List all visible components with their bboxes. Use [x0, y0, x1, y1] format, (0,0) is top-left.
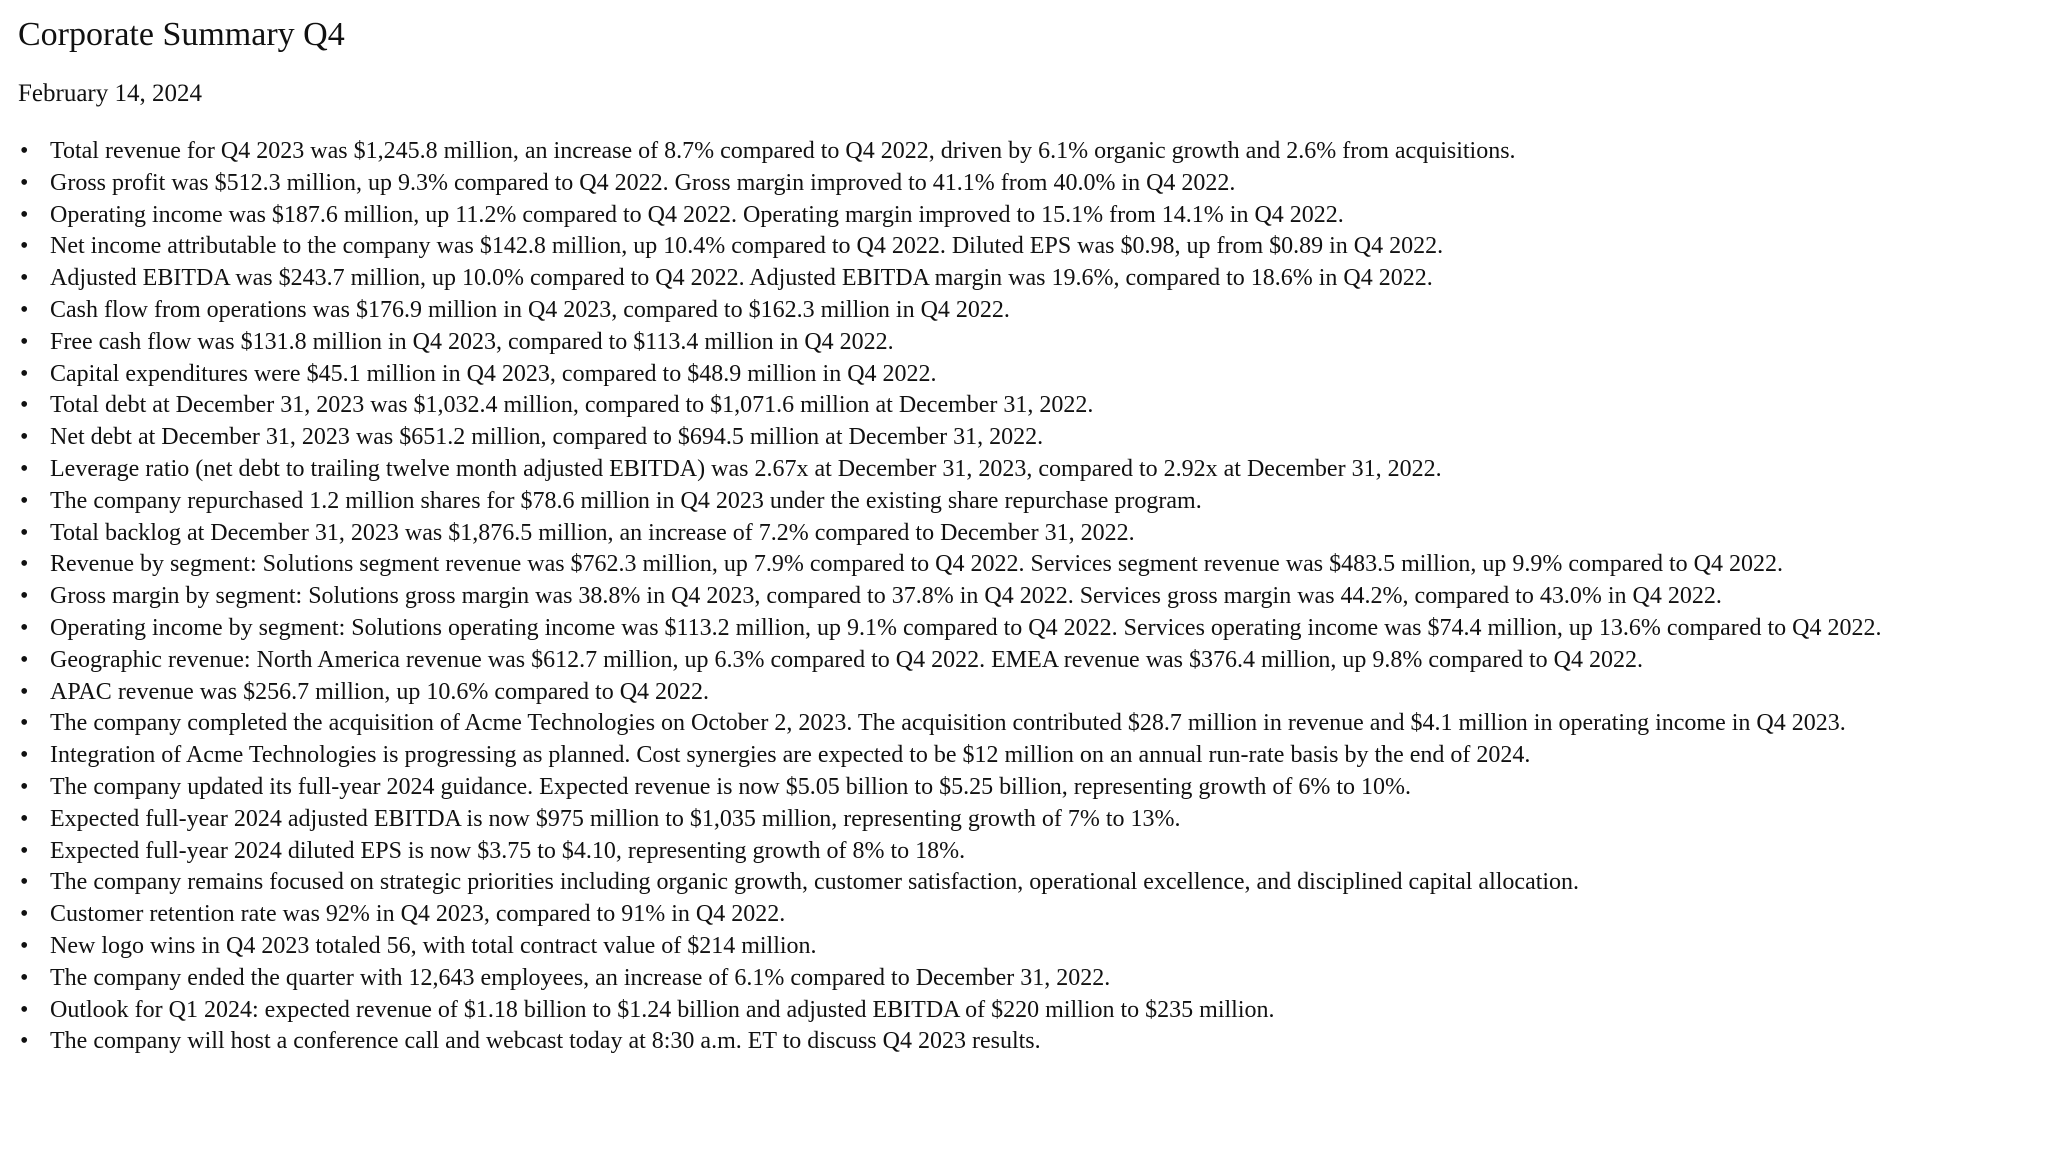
- bullet-dot-icon: •: [20, 233, 29, 260]
- bullet-dot-icon: •: [20, 932, 29, 959]
- bullet-item: [18, 931, 2038, 963]
- bullet-text: The company updated its full-year 2024 guidance. Expected revenue is now $5.05 billion to $5.25 billion, representing growth of 6% to 10%.: [50, 773, 1412, 800]
- bullet-text: The company will host a conference call and webcast today at 8:30 a.m. ET to discuss Q4 2023 results.: [50, 1028, 1041, 1055]
- bullet-text: Outlook for Q1 2024: expected revenue of $1.18 billion to $1.24 billion and adjusted EBITDA of $220 million to $235 million.: [50, 996, 1275, 1023]
- bullet-text: The company completed the acquisition of Acme Technologies on October 2, 2023. The acquisition contributed $28.7 million in revenue and $4.1 million in operating income in Q4 2023.: [50, 710, 1846, 737]
- bullet-item: [18, 359, 2038, 391]
- bullet-text: Net debt at December 31, 2023 was $651.2 million, compared to $694.5 million at December 31, 2022.: [50, 424, 1044, 451]
- bullet-dot-icon: •: [20, 201, 29, 228]
- bullet-text: Adjusted EBITDA was $243.7 million, up 10.0% compared to Q4 2022. Adjusted EBITDA margin was 19.6%, compared to 18.6% in Q4 2022.: [50, 265, 1433, 292]
- bullet-dot-icon: •: [20, 424, 29, 451]
- bullet-item: [18, 899, 2038, 931]
- bullet-item: [18, 1026, 2038, 1058]
- bullet-text: Revenue by segment: Solutions segment revenue was $762.3 million, up 7.9% compared to Q4 2022. Services segment revenue was $483.5 million, up 9.9% compared to Q4 2022.: [50, 551, 1784, 578]
- bullet-text: Leverage ratio (net debt to trailing twelve month adjusted EBITDA) was 2.67x at December 31, 2023, compared to 2.92x at December 31, 2022.: [50, 455, 1442, 482]
- bullet-text: Gross margin by segment: Solutions gross margin was 38.8% in Q4 2023, compared to 37.8% in Q4 2022. Services gross margin was 44.2%, compared to 43.0% in Q4 2022.: [50, 583, 1722, 610]
- bullet-dot-icon: •: [20, 296, 29, 323]
- bullet-text: The company repurchased 1.2 million shares for $78.6 million in Q4 2023 under the existing share repurchase program.: [50, 487, 1202, 514]
- bullet-item: [18, 454, 2038, 486]
- bullet-dot-icon: •: [20, 869, 29, 896]
- bullet-item: [18, 390, 2038, 422]
- bullet-item: [18, 772, 2038, 804]
- bullet-dot-icon: •: [20, 360, 29, 387]
- bullet-item: [18, 486, 2038, 518]
- bullet-dot-icon: •: [20, 646, 29, 673]
- bullet-dot-icon: •: [20, 392, 29, 419]
- bullet-item: [18, 613, 2038, 645]
- bullet-dot-icon: •: [20, 487, 29, 514]
- bullet-dot-icon: •: [20, 583, 29, 610]
- bullet-dot-icon: •: [20, 837, 29, 864]
- bullet-item: [18, 518, 2038, 550]
- document-date: February 14, 2024: [18, 80, 202, 107]
- bullet-dot-icon: •: [20, 169, 29, 196]
- bullet-dot-icon: •: [20, 805, 29, 832]
- bullet-item: [18, 136, 2038, 168]
- bullet-text: The company ended the quarter with 12,643 employees, an increase of 6.1% compared to December 31, 2022.: [50, 964, 1111, 991]
- document-title: Corporate Summary Q4: [18, 16, 345, 53]
- bullet-text: Operating income by segment: Solutions operating income was $113.2 million, up 9.1% compared to Q4 2022. Services operating income was $74.4 million, up 13.6% compared to Q4 2022.: [50, 614, 1882, 641]
- bullet-item: [18, 740, 2038, 772]
- bullet-text: Total debt at December 31, 2023 was $1,032.4 million, compared to $1,071.6 million at December 31, 2022.: [50, 392, 1094, 419]
- bullet-item: [18, 645, 2038, 677]
- bullet-text: Geographic revenue: North America revenue was $612.7 million, up 6.3% compared to Q4 2022. EMEA revenue was $376.4 million, up 9.8% compared to Q4 2022.: [50, 646, 1643, 673]
- bullet-item: [18, 200, 2038, 232]
- bullet-dot-icon: •: [20, 519, 29, 546]
- bullet-text: Expected full-year 2024 diluted EPS is now $3.75 to $4.10, representing growth of 8% to 18%.: [50, 837, 966, 864]
- bullet-item: [18, 549, 2038, 581]
- bullet-text: Expected full-year 2024 adjusted EBITDA is now $975 million to $1,035 million, representing growth of 7% to 13%.: [50, 805, 1181, 832]
- bullet-text: New logo wins in Q4 2023 totaled 56, with total contract value of $214 million.: [50, 932, 817, 959]
- bullet-text: Total revenue for Q4 2023 was $1,245.8 million, an increase of 8.7% compared to Q4 2022, driven by 6.1% organic growth and 2.6% from acquisitions.: [50, 138, 1516, 164]
- bullet-text: Total backlog at December 31, 2023 was $1,876.5 million, an increase of 7.2% compared to December 31, 2022.: [50, 519, 1135, 546]
- bullet-item: [18, 295, 2038, 327]
- bullet-item: [18, 168, 2038, 200]
- bullet-dot-icon: •: [20, 996, 29, 1023]
- bullet-item: [18, 581, 2038, 613]
- bullet-text: The company remains focused on strategic priorities including organic growth, customer satisfaction, operational excellence, and disciplined capital allocation.: [50, 869, 1580, 896]
- bullet-dot-icon: •: [20, 614, 29, 641]
- bullet-dot-icon: •: [20, 964, 29, 991]
- bullet-dot-icon: •: [20, 551, 29, 578]
- bullet-dot-icon: •: [20, 455, 29, 482]
- bullet-item: [18, 995, 2038, 1027]
- bullet-item: [18, 708, 2038, 740]
- bullet-dot-icon: •: [20, 328, 29, 355]
- bullet-list: [18, 136, 2038, 1058]
- bullet-item: [18, 263, 2038, 295]
- bullet-text: APAC revenue was $256.7 million, up 10.6% compared to Q4 2022.: [50, 678, 710, 705]
- bullet-text: Gross profit was $512.3 million, up 9.3% compared to Q4 2022. Gross margin improved to 41.1% from 40.0% in Q4 2022.: [50, 169, 1236, 196]
- bullet-item: [18, 963, 2038, 995]
- bullet-item: [18, 422, 2038, 454]
- document-page: [18, 14, 2038, 1058]
- bullet-text: Operating income was $187.6 million, up 11.2% compared to Q4 2022. Operating margin improved to 15.1% from 14.1% in Q4 2022.: [50, 201, 1344, 228]
- bullet-dot-icon: •: [20, 901, 29, 928]
- bullet-item: [18, 327, 2038, 359]
- bullet-dot-icon: •: [20, 773, 29, 800]
- bullet-text: Free cash flow was $131.8 million in Q4 2023, compared to $113.4 million in Q4 2022.: [50, 328, 894, 355]
- bullet-dot-icon: •: [20, 710, 29, 737]
- bullet-dot-icon: •: [20, 742, 29, 769]
- bullet-dot-icon: •: [20, 265, 29, 292]
- bullet-dot-icon: •: [20, 138, 29, 164]
- bullet-text: Customer retention rate was 92% in Q4 2023, compared to 91% in Q4 2022.: [50, 901, 786, 928]
- bullet-text: Capital expenditures were $45.1 million in Q4 2023, compared to $48.9 million in Q4 2022.: [50, 360, 937, 387]
- bullet-text: Cash flow from operations was $176.9 million in Q4 2023, compared to $162.3 million in Q4 2022.: [50, 296, 1010, 323]
- bullet-item: [18, 867, 2038, 899]
- bullet-item: [18, 836, 2038, 868]
- bullet-item: [18, 677, 2038, 709]
- bullet-text: Net income attributable to the company was $142.8 million, up 10.4% compared to Q4 2022. Diluted EPS was $0.98, up from $0.89 in Q4 2022.: [50, 233, 1444, 260]
- bullet-item: [18, 804, 2038, 836]
- bullet-dot-icon: •: [20, 1028, 29, 1055]
- bullet-dot-icon: •: [20, 678, 29, 705]
- bullet-text: Integration of Acme Technologies is progressing as planned. Cost synergies are expected to be $12 million on an annual run-rate basis by the end of 2024.: [50, 742, 1531, 769]
- bullet-item: [18, 231, 2038, 263]
